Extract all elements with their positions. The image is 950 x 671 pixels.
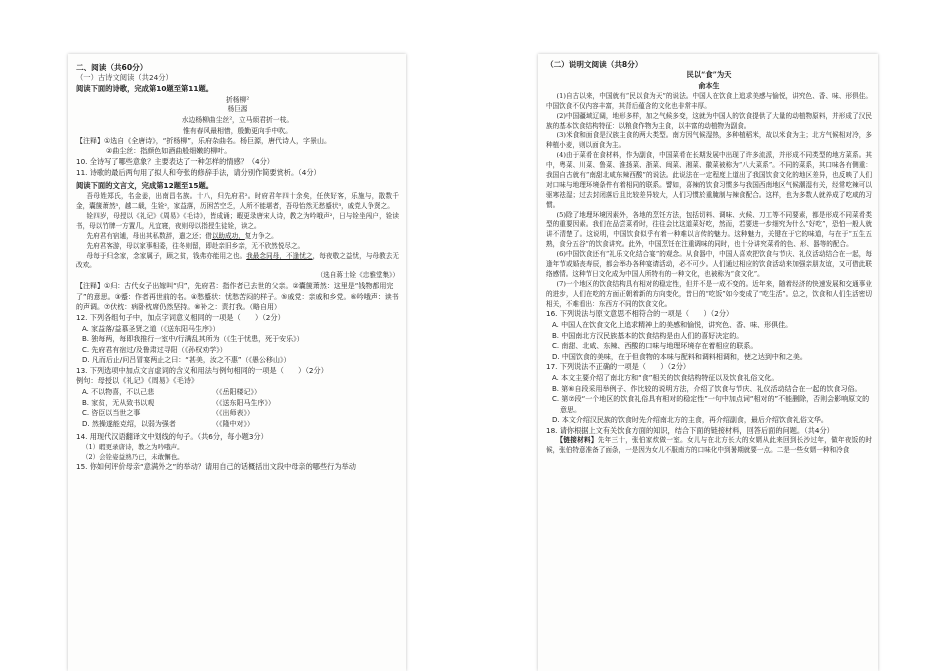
article-author: 俞本生: [698, 81, 720, 91]
paragraph: (6)中国饮食还有“礼乐文化结合宴”的观念。从食器中，中国人喜欢把饮食与节庆、礼仪活动结合在一起，每逢年节或婚丧寿辰，都会举办各种宴请活动，必不可少。人们通过相应的饮食活动来加强亲朋友谊，又可借此联络感情。这种节日文化成为中国人所特有的一种文化，也被称为“食文化”。: [546, 250, 872, 278]
poem-line: 惟有春风最相惜，殷勤更向手中吹。: [183, 126, 292, 135]
question-11: 11. 诗歌的最后两句用了拟人和夸张的修辞手法，请分别作简要赏析。（4分）: [76, 167, 321, 177]
text: ，每夜敬之益忧，与母教去无改欢。: [76, 251, 400, 270]
question-10: 10. 全诗写了哪些意象？主要表达了一种怎样的情感？（4分）: [76, 156, 274, 166]
note: ②曲尘丝：指颜色如酒曲般细嫩的柳叶。: [106, 147, 232, 156]
paragraph: (3)米食和面食是汉族主食的两大类型。南方因气候湿热，多种植稻米，故以米食为主；北方气候相对冷，多种植小麦，则以面食为主。: [546, 131, 872, 150]
section-title: （二）说明文阅读（共8分）: [546, 60, 643, 69]
option: [76, 419, 399, 430]
option: B. 独每两，每即我推行一室中/行满乱其所为（《生于忧患，死于安乐》）: [82, 335, 304, 344]
instruction: 阅读下面的诗歌，完成第10题至第11题。: [76, 84, 214, 94]
question-12: 12. 下列各组句子中，加点字词意义相同的一项是（ ）（2分）: [76, 312, 285, 322]
poem-title: 折杨柳²: [225, 96, 250, 105]
option-source: （《隆中对》）: [212, 419, 254, 428]
option-source: （《岳阳楼记》）: [212, 388, 261, 397]
paragraph: (2)中国疆域辽阔，地形多样，加之气候多变，这就为中国人的饮食提供了大量的动植物原料，并形成了汉民族的基本饮食结构特征：以粮食作物为主食，以丰富的动植物为副食。: [546, 111, 872, 130]
sub-item: （2）会铨姿益熟乃已，未敢懈也。: [82, 452, 184, 461]
option-text: C. 咨臣以当世之事: [82, 409, 141, 418]
option: C. 南甜、北咸、东辣、西酸的口味与地理环境存在着相应的联系。: [552, 342, 758, 351]
option-text: A. 不以物喜，不以己悲: [82, 388, 155, 397]
paragraph: (4)由于菜肴在食材料，作为副食，中国菜肴在长期发展中出现了许多流派，并形成不同类型的地方菜系。其中，粤菜、川菜、鲁菜、淮扬菜、浙菜、闽菜、湘菜、徽菜被称为“八大菜系”。不同的菜系，其口味各有侧重：我国自古就有“南甜北咸东辣西酸”的说法。此说法在一定程度上道出了我国饮食文化的地区差异，也反映了人们对口味与地理环境条件有着相同的联系。譬如，喜辣的饮食习惯多与我国西南地区气候潮湿有关，经常吃辣可以驱寒祛湿；过去封闭落后且比较差异较大，人们习惯於重腌制与辣食配合。这样，也为多数人就养成了吃咸的习惯。: [546, 151, 872, 209]
link-label: 【链接材料】: [556, 436, 598, 445]
paragraph: (5)除了地理环境因素外，各地的烹饪方法，包括切料、调味、火候、刀工等不同要素，都是形成不同菜肴类型的重要因素。我们在品尝菜肴时，往往会比这道菜好吃，然而，若要进一步细究为什么“好吃”，恐怕一般人就讲不清楚了。这说明，中国饮食似乎有着一种难以言传的魅力。这种魅力，关键在于它的味道，与在于“五生五熟，食分五谷”的饮食讲究。此外，中国烹饪在注重调味的同时，也十分讲究菜肴的色、形、器等的配合。: [546, 210, 872, 249]
option: A. 本文主要介绍了南北方和“食”相关的饮食结构特征以及饮食礼俗文化。: [552, 374, 779, 383]
paragraph: 先府君客游，母以家事相委，往冬则留，即赴亲旧乡亲，无不欣然悦尽之。: [86, 241, 305, 250]
exam-page-right: [538, 54, 878, 671]
text: 借: [205, 231, 212, 240]
option: C. 先府君有宿过/及鲁肃过寻阳（《孙权劝学》）: [82, 345, 227, 354]
instruction: 阅读下面的文言文，完成第12题至15题。: [76, 181, 214, 191]
link-material: [546, 436, 872, 456]
paragraph: 铨四岁，母授以《礼记》《周易》《毛诗》，皆成诵；暇更录唐宋人诗，教之为吟哦声²，日与铨坐闯户，铨读书，母以竹牌一方置几，凡宜寝，夜则母以指授生徒铨，读之。: [76, 212, 399, 230]
question-16: 16. 下列说法与原文意思不相符合的一项是（ ）（2分）: [546, 309, 734, 319]
option: A. 家益落/益慕圣贤之道（《送东阳马生序》）: [82, 324, 220, 333]
option: D. 中国饮食的美味，在于但食物的本味与配料和调料相调和，使之达到中和之美。: [552, 352, 807, 361]
option: D. 本文介绍汉民族的饮食时先介绍南北方的主食，再介绍副食，最后介绍饮食礼俗文华。: [552, 416, 828, 425]
underlined-text: 以助成功，: [211, 231, 245, 240]
paragraph: (7)一个地区的饮食结构具有相对的稳定性，但并不是一成不变的。近年来，随着经济的快速发展和交通事业的进步，人们在吃的方面正朝着新的方向变化，昔日的“吃饭”如今变成了“吃生活”。总之，饮食和人们生活密切相关，不难看出：东西方不同的饮食文化。: [546, 279, 872, 308]
poem-line: 水边杨柳曲尘丝²，立马烦君折一枝。: [181, 116, 294, 125]
example: 例句：母授以《礼记》《周易》《毛诗》: [76, 376, 199, 386]
option-text: B. 家贫，无从致书以观: [82, 398, 155, 407]
sub-item: （1）暇更录唐诗，教之为吟哦声。: [82, 442, 184, 451]
sub-title: （一）古诗文阅读（共24分）: [76, 73, 173, 83]
paragraph: 吾母姓郑氏，名金姜，出南昌名族。十八，归先府君²。时府君年四十余矣，任侠好客，乐施与，散数千金，囊箧萧然³，越二载，生铨²，家益落，历困苦空乏，人所不能堪者，吾母怡然无愁蹙状³，戚党人争贤之。: [76, 192, 399, 211]
paragraph: [76, 252, 399, 272]
note: 【注释】①选自《全唐诗》，“折杨柳”，乐府杂曲名。杨巨源，唐代诗人，字景山。: [76, 136, 332, 145]
text: 母每于归念家，念家属子，顾之贫，钱弗亦能用之也。: [86, 251, 247, 260]
question-13: 13. 下列选项中加点文言虚词的含义和用法与例句相同的一项是（ ）（2分）: [76, 365, 328, 375]
option: A. 中国人在饮食文化上追求精神上的美感和愉悦，讲究色、香、味、形俱佳。: [552, 321, 793, 330]
option: [76, 408, 399, 419]
underlined-text: 我最念同母，不逢忧之: [246, 251, 313, 260]
paragraph: (1)自古以来，中国就有“民以食为天”的说法。中国人在饮食上追求美感与愉悦，讲究色、香、味、形俱佳。中国饮食不仅内容丰富，其背后蕴含的文化也非常丰厚。: [546, 91, 872, 110]
paragraph: [76, 232, 399, 242]
option: [76, 387, 399, 398]
option-source: （《送东阳马生序》）: [212, 398, 275, 407]
article-title: 民以“食”为天: [686, 70, 732, 80]
option-source: （《出师表》）: [212, 409, 254, 418]
exam-page-left: [68, 54, 406, 671]
link-text: 先年三十，张伯家炊做一室。女儿与在北方长大的女婿从此来回到长沙过年，做年夜饭的时候，张伯特意准备了面条，一是因为女儿不服南方的口味化中到暑期就要一点。二是一些女婿一种和冷食: [546, 436, 873, 455]
option-text: D. 然操遂能克绍，以弱为强者: [82, 419, 176, 428]
poem-author: 杨巨源: [227, 105, 248, 114]
option: D. 凡而后止/问吕冒宴两止之曰：“甚美，汝之不惠”（《愚公移山》）: [82, 356, 291, 365]
text: 先府君有宿逋，母出其私数辞，遣之还；: [86, 231, 206, 240]
question-18: 18. 请你根据上文有关饮食方面的知识，结合下面的链接材料，回答后面的问题。（共4分）: [546, 425, 834, 435]
source: （选自蒋士铨《忠雅堂集》）: [316, 271, 399, 280]
question-15: 15. 你如何评价母亲“意满外之”的举动？请用自己的话概括出文段中母亲的哪些行为举动: [76, 462, 356, 472]
question-14: 14. 用现代汉语翻译文中划线的句子。（共6分，每小题3分）: [76, 432, 268, 442]
option: [76, 398, 399, 409]
option: B. 第⑥自段采用举例子、作比较的说明方法，介绍了饮食与节庆、礼仪活动结合在一起的饮食习俗。: [552, 384, 862, 393]
option: B. 中国南北方汉民族基本的饮食结构是由人们的喜好决定的。: [552, 331, 744, 340]
text: 复力争之。: [244, 231, 278, 240]
section-title: 二、阅读（共60分）: [76, 63, 148, 72]
question-17: 17. 下列说法不正确的一项是（ ）（2分）: [546, 362, 691, 372]
note: 【注释】①归：古代女子出嫁叫“归”，先府君：指作者已去世的父亲。②囊箧萧然：这里是“钱物都用完了”的意思。③蹙：作者再世前的名。④愁蹙状：忧愁苦闷的样子。⑤戚党：亲戚和乡党。⑥吟哦声：读书的声调。⑦伏枕：病卧枕席仍然坚持。⑧补之：责打我。（略自用）: [76, 282, 399, 312]
option: C. 第⑦段“一个地区的饮食礼俗具有相对的稳定性”一句中加点词“相对的”不能删除，否则会影响原文的意思。: [552, 395, 870, 414]
